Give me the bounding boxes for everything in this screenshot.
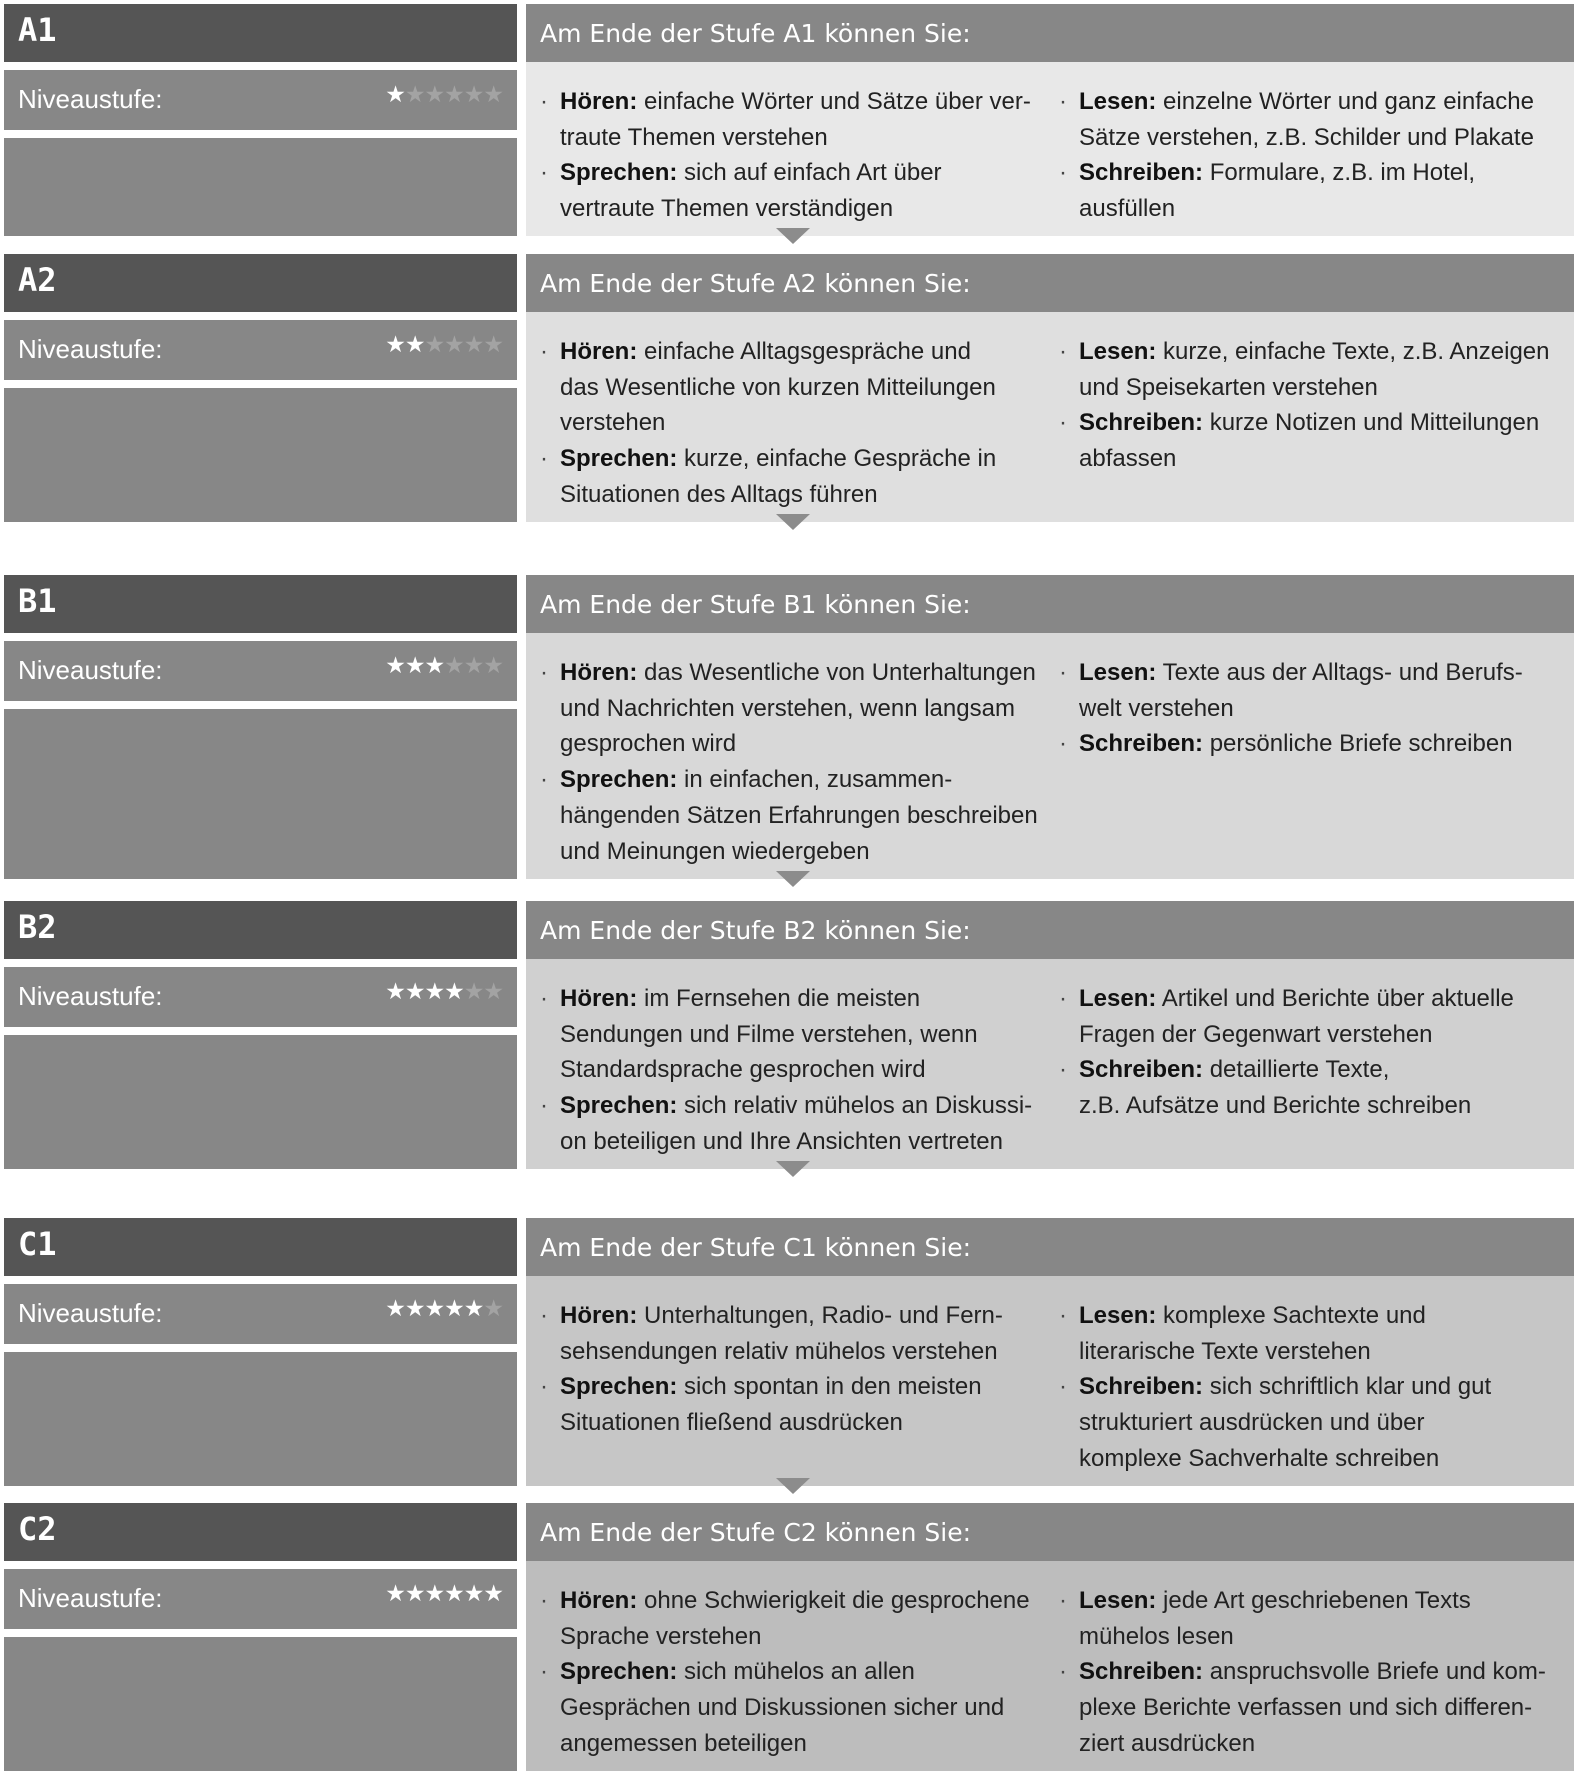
skill-item <box>1059 1298 1559 1369</box>
bullet-icon: · <box>540 659 548 686</box>
skill-item <box>540 655 1046 762</box>
skill-label: Schreiben: <box>1079 730 1204 758</box>
niveau-row <box>4 320 517 380</box>
star-icon: ★ <box>424 332 445 358</box>
skill-label: Schreiben: <box>1079 159 1204 187</box>
bullet-icon: · <box>1059 338 1067 365</box>
niveau-label: Niveaustufe: <box>18 1298 163 1328</box>
arrow-down-icon <box>776 871 810 887</box>
skill-text: kurze, einfache Texte, z.B. Anzeigen und Speisekarten verstehen <box>1079 338 1550 401</box>
star-rating <box>385 653 503 679</box>
star-icon: ★ <box>424 1296 445 1322</box>
skill-text: im Fernsehen die meisten Sendungen und Filme verstehen, wenn Standardsprache gesprochen wird <box>560 985 978 1084</box>
star-rating <box>385 979 503 1005</box>
skill-item <box>1059 155 1559 226</box>
level-sidebar <box>4 901 517 1169</box>
skill-text: einfache Alltagsgespräche und das Wesentliche von kurzen Mitteilungen verstehen <box>560 338 996 437</box>
skill-label: Hören: <box>560 1587 638 1614</box>
skill-text: sich schriftlich klar und gut strukturiert ausdrücken und über komplexe Sachverhalte schreiben <box>1079 1373 1492 1472</box>
star-icon: ★ <box>385 979 405 1005</box>
star-icon: ★ <box>463 979 484 1005</box>
level-heading-bar <box>526 575 1574 633</box>
star-icon: ★ <box>385 1581 405 1607</box>
skill-item <box>1059 981 1559 1052</box>
skills-column-left <box>540 981 1046 1160</box>
bullet-icon: · <box>1059 659 1067 686</box>
skill-item <box>1059 334 1559 405</box>
skill-item <box>1059 655 1559 726</box>
level-heading: Am Ende der Stufe C1 können Sie: <box>540 1233 972 1262</box>
level-code: C2 <box>18 1510 57 1548</box>
arrow-down-icon <box>776 1478 810 1494</box>
level-heading-bar <box>526 254 1574 312</box>
star-icon: ★ <box>444 332 464 358</box>
niveau-row <box>4 70 517 130</box>
bullet-icon: · <box>540 159 548 187</box>
skill-label: Sprechen: <box>560 766 678 794</box>
bullet-icon: · <box>540 445 548 473</box>
level-code-bar <box>4 901 517 959</box>
skill-text: anspruchsvolle Briefe und kom- plexe Berichte verfassen und sich differen- ziert ausdrücken <box>1079 1658 1546 1757</box>
level-body <box>526 1276 1574 1486</box>
bullet-icon: · <box>1059 730 1067 758</box>
skills-column-right <box>1059 1298 1559 1477</box>
skill-label: Hören: <box>560 338 638 365</box>
star-icon: ★ <box>424 979 445 1005</box>
bullet-icon: · <box>540 1658 548 1686</box>
sidebar-panel <box>4 388 517 522</box>
skill-text: ohne Schwierigkeit die gesprochene Sprache verstehen <box>560 1587 1030 1650</box>
skill-text: Texte aus der Alltags- und Berufs- welt verstehen <box>1079 659 1523 722</box>
bullet-icon: · <box>540 338 548 365</box>
bullet-icon: · <box>1059 159 1067 187</box>
level-sidebar <box>4 1218 517 1486</box>
skill-label: Lesen: <box>1079 338 1157 365</box>
star-icon: ★ <box>483 1296 503 1322</box>
skill-label: Hören: <box>560 88 638 115</box>
star-icon: ★ <box>424 82 445 108</box>
skill-text: persönliche Briefe schreiben <box>1209 730 1513 758</box>
level-heading: Am Ende der Stufe A2 können Sie: <box>540 269 971 298</box>
niveau-label: Niveaustufe: <box>18 334 163 364</box>
skill-text: Formulare, z.B. im Hotel, ausfüllen <box>1079 159 1476 223</box>
skill-label: Lesen: <box>1079 659 1157 686</box>
skill-label: Lesen: <box>1079 88 1157 115</box>
skill-item <box>540 1088 1046 1159</box>
star-icon: ★ <box>404 979 425 1005</box>
level-content <box>526 1503 1574 1771</box>
skill-text: sich relativ mühelos an Diskussi- on beteiligen und Ihre Ansichten vertreten <box>560 1092 1033 1155</box>
star-icon: ★ <box>463 1581 484 1607</box>
skill-item <box>1059 84 1559 155</box>
skill-item <box>1059 1583 1559 1654</box>
sidebar-panel <box>4 138 517 236</box>
star-icon: ★ <box>385 332 405 358</box>
skill-text: sich auf einfach Art über vertraute Themen verständigen <box>560 159 942 223</box>
level-code: B2 <box>18 908 57 946</box>
level-body <box>526 959 1574 1169</box>
level-a2 <box>0 254 1578 522</box>
level-body <box>526 312 1574 522</box>
level-body <box>526 633 1574 879</box>
sidebar-panel <box>4 1035 517 1169</box>
star-rating <box>385 82 503 108</box>
level-heading: Am Ende der Stufe B1 können Sie: <box>540 590 971 619</box>
skill-label: Schreiben: <box>1079 1056 1204 1084</box>
level-sidebar <box>4 575 517 879</box>
skill-label: Sprechen: <box>560 1658 678 1686</box>
skill-label: Sprechen: <box>560 1373 678 1401</box>
star-icon: ★ <box>463 332 484 358</box>
skill-label: Hören: <box>560 1302 638 1329</box>
skill-label: Hören: <box>560 985 638 1012</box>
level-content <box>526 1218 1574 1486</box>
star-icon: ★ <box>404 332 425 358</box>
niveau-label: Niveaustufe: <box>18 981 163 1011</box>
star-icon: ★ <box>483 653 503 679</box>
bullet-icon: · <box>1059 1587 1067 1614</box>
skill-label: Sprechen: <box>560 445 678 473</box>
skill-text: Unterhaltungen, Radio- und Fern- sehsendungen relativ mühelos verstehen <box>560 1302 1003 1365</box>
bullet-icon: · <box>1059 88 1067 115</box>
bullet-icon: · <box>540 88 548 115</box>
level-sidebar <box>4 4 517 236</box>
level-heading-bar <box>526 901 1574 959</box>
skill-text: einzelne Wörter und ganz einfache Sätze verstehen, z.B. Schilder und Plakate <box>1079 88 1534 151</box>
level-code-bar <box>4 254 517 312</box>
star-icon: ★ <box>404 1581 425 1607</box>
niveau-row <box>4 1569 517 1629</box>
niveau-label: Niveaustufe: <box>18 84 163 114</box>
skills-column-right <box>1059 334 1559 477</box>
level-content <box>526 575 1574 879</box>
skill-text: kurze Notizen und Mitteilungen abfassen <box>1079 409 1540 473</box>
skill-label: Lesen: <box>1079 1587 1157 1614</box>
star-rating <box>385 1296 503 1322</box>
level-code: B1 <box>18 582 57 620</box>
star-icon: ★ <box>483 979 503 1005</box>
bullet-icon: · <box>540 1587 548 1614</box>
skills-column-right <box>1059 84 1559 227</box>
level-heading-bar <box>526 1218 1574 1276</box>
level-code-bar <box>4 1503 517 1561</box>
skill-item <box>1059 1052 1559 1123</box>
skill-label: Sprechen: <box>560 159 678 187</box>
skills-column-left <box>540 655 1046 869</box>
skill-label: Sprechen: <box>560 1092 678 1120</box>
sidebar-panel <box>4 709 517 879</box>
bullet-icon: · <box>1059 1658 1067 1686</box>
star-icon: ★ <box>483 82 503 108</box>
skill-text: kurze, einfache Gespräche in Situationen des Alltags führen <box>560 445 997 508</box>
level-heading-bar <box>526 4 1574 62</box>
skill-text: einfache Wörter und Sätze über ver- traute Themen verstehen <box>560 88 1031 151</box>
skill-item <box>540 334 1046 441</box>
skills-column-right <box>1059 1583 1559 1762</box>
arrow-down-icon <box>776 1161 810 1177</box>
bullet-icon: · <box>540 1092 548 1120</box>
level-body <box>526 62 1574 236</box>
skill-item <box>1059 405 1559 476</box>
skills-column-left <box>540 334 1046 513</box>
star-icon: ★ <box>385 1296 405 1322</box>
star-icon: ★ <box>444 979 464 1005</box>
skill-label: Hören: <box>560 659 638 686</box>
arrow-down-icon <box>776 228 810 244</box>
star-icon: ★ <box>444 1581 464 1607</box>
skill-item <box>540 84 1046 155</box>
bullet-icon: · <box>540 766 548 794</box>
star-icon: ★ <box>404 1296 425 1322</box>
niveau-row <box>4 1284 517 1344</box>
skills-column-right <box>1059 655 1559 762</box>
level-heading-bar <box>526 1503 1574 1561</box>
level-code: C1 <box>18 1225 57 1263</box>
level-code-bar <box>4 4 517 62</box>
star-icon: ★ <box>463 653 484 679</box>
level-content <box>526 254 1574 522</box>
star-rating <box>385 1581 503 1607</box>
star-icon: ★ <box>463 82 484 108</box>
level-code-bar <box>4 575 517 633</box>
bullet-icon: · <box>1059 985 1067 1012</box>
bullet-icon: · <box>1059 1302 1067 1329</box>
star-rating <box>385 332 503 358</box>
skill-text: sich mühelos an allen Gesprächen und Diskussionen sicher und angemessen beteiligen <box>560 1658 1005 1757</box>
niveau-label: Niveaustufe: <box>18 655 163 685</box>
level-heading: Am Ende der Stufe C2 können Sie: <box>540 1518 972 1547</box>
skill-item <box>1059 726 1559 762</box>
level-heading: Am Ende der Stufe A1 können Sie: <box>540 19 971 48</box>
level-sidebar <box>4 254 517 522</box>
skills-column-left <box>540 1298 1046 1441</box>
level-code-bar <box>4 1218 517 1276</box>
star-icon: ★ <box>424 1581 445 1607</box>
skill-text: sich spontan in den meisten Situationen fließend ausdrücken <box>560 1373 982 1437</box>
star-icon: ★ <box>424 653 445 679</box>
level-c2 <box>0 1503 1578 1771</box>
level-b2 <box>0 901 1578 1169</box>
bullet-icon: · <box>540 1373 548 1401</box>
level-heading: Am Ende der Stufe B2 können Sie: <box>540 916 971 945</box>
level-a1 <box>0 4 1578 236</box>
skill-item <box>540 1369 1046 1440</box>
skills-column-left <box>540 84 1046 227</box>
skill-label: Lesen: <box>1079 1302 1157 1329</box>
level-content <box>526 4 1574 236</box>
bullet-icon: · <box>1059 1373 1067 1401</box>
skill-item <box>540 981 1046 1088</box>
level-c1 <box>0 1218 1578 1486</box>
skill-item <box>540 441 1046 512</box>
skill-label: Schreiben: <box>1079 1373 1204 1401</box>
skill-item <box>540 1654 1046 1761</box>
star-icon: ★ <box>463 1296 484 1322</box>
skill-text: in einfachen, zusammen- hängenden Sätzen Erfahrungen beschreiben und Meinungen wiedergeben <box>560 766 1038 865</box>
skill-text: das Wesentliche von Unterhaltungen und Nachrichten verstehen, wenn langsam gesprochen wird <box>560 659 1036 758</box>
bullet-icon: · <box>540 985 548 1012</box>
star-icon: ★ <box>444 653 464 679</box>
skill-text: detaillierte Texte, z.B. Aufsätze und Berichte schreiben <box>1079 1056 1472 1120</box>
level-sidebar <box>4 1503 517 1771</box>
skills-column-left <box>540 1583 1046 1762</box>
niveau-row <box>4 967 517 1027</box>
skill-item <box>540 1583 1046 1654</box>
skill-item <box>540 762 1046 869</box>
bullet-icon: · <box>1059 1056 1067 1084</box>
skill-item <box>1059 1369 1559 1476</box>
skill-item <box>1059 1654 1559 1761</box>
star-icon: ★ <box>404 653 425 679</box>
sidebar-panel <box>4 1352 517 1486</box>
level-code: A1 <box>18 11 57 49</box>
skill-item <box>540 155 1046 226</box>
sidebar-panel <box>4 1637 517 1771</box>
star-icon: ★ <box>385 653 405 679</box>
star-icon: ★ <box>483 332 503 358</box>
star-icon: ★ <box>444 1296 464 1322</box>
level-b1 <box>0 575 1578 879</box>
skill-label: Schreiben: <box>1079 1658 1204 1686</box>
skill-label: Schreiben: <box>1079 409 1204 437</box>
niveau-row <box>4 641 517 701</box>
skill-text: komplexe Sachtexte und literarische Texte verstehen <box>1079 1302 1426 1365</box>
level-body <box>526 1561 1574 1771</box>
niveau-label: Niveaustufe: <box>18 1583 163 1613</box>
level-code: A2 <box>18 261 57 299</box>
skill-text: Artikel und Berichte über aktuelle Fragen der Gegenwart verstehen <box>1079 985 1514 1048</box>
level-content <box>526 901 1574 1169</box>
star-icon: ★ <box>483 1581 503 1607</box>
bullet-icon: · <box>1059 409 1067 437</box>
arrow-down-icon <box>776 514 810 530</box>
skills-column-right <box>1059 981 1559 1124</box>
skill-text: jede Art geschriebenen Texts mühelos lesen <box>1079 1587 1471 1650</box>
star-icon: ★ <box>385 82 405 108</box>
star-icon: ★ <box>404 82 425 108</box>
bullet-icon: · <box>540 1302 548 1329</box>
star-icon: ★ <box>444 82 464 108</box>
skill-item <box>540 1298 1046 1369</box>
skill-label: Lesen: <box>1079 985 1157 1012</box>
